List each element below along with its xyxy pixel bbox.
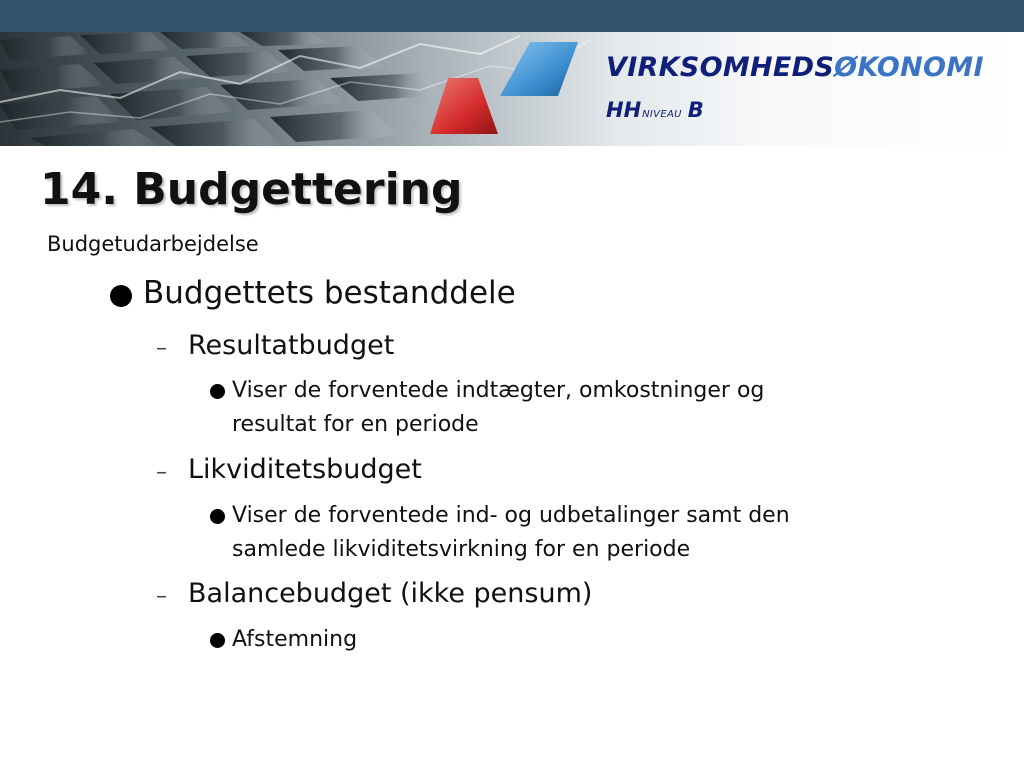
section-item-line: samlede likviditetsvirkning for en periode: [232, 537, 691, 562]
brand-title: VIRKSOMHEDSØKONOMI: [606, 52, 984, 83]
section-heading-balancebudget: Balancebudget (ikke pensum): [188, 578, 593, 609]
section-item-line: resultat for en periode: [232, 412, 479, 437]
bullet-icon: [210, 633, 225, 648]
section-heading-resultatbudget: Resultatbudget: [188, 330, 395, 361]
dash-marker: –: [156, 460, 167, 485]
section-item-line: Afstemning: [232, 627, 358, 652]
section-item-line: Viser de forventede ind- og udbetalinger samt den: [232, 503, 790, 528]
slide-title: 14. Budgettering: [40, 164, 463, 215]
header-bar: [0, 0, 1024, 32]
brand-subtitle: HHNIVEAU B: [606, 98, 704, 122]
bullet-icon: [210, 509, 225, 524]
slide-subtitle: Budgetudarbejdelse: [47, 232, 259, 256]
main-bullet: Budgettets bestanddele: [143, 275, 516, 311]
dash-marker: –: [156, 584, 167, 609]
header-banner: [0, 32, 1024, 146]
bullet-icon: [110, 285, 132, 307]
section-heading-likviditetsbudget: Likviditetsbudget: [188, 454, 422, 485]
section-item-line: Viser de forventede indtægter, omkostninger og: [232, 378, 765, 403]
bullet-icon: [210, 384, 225, 399]
keyboard-chart-image: [0, 32, 1024, 146]
red-triangle-logo: [430, 78, 498, 134]
dash-marker: –: [156, 336, 167, 361]
